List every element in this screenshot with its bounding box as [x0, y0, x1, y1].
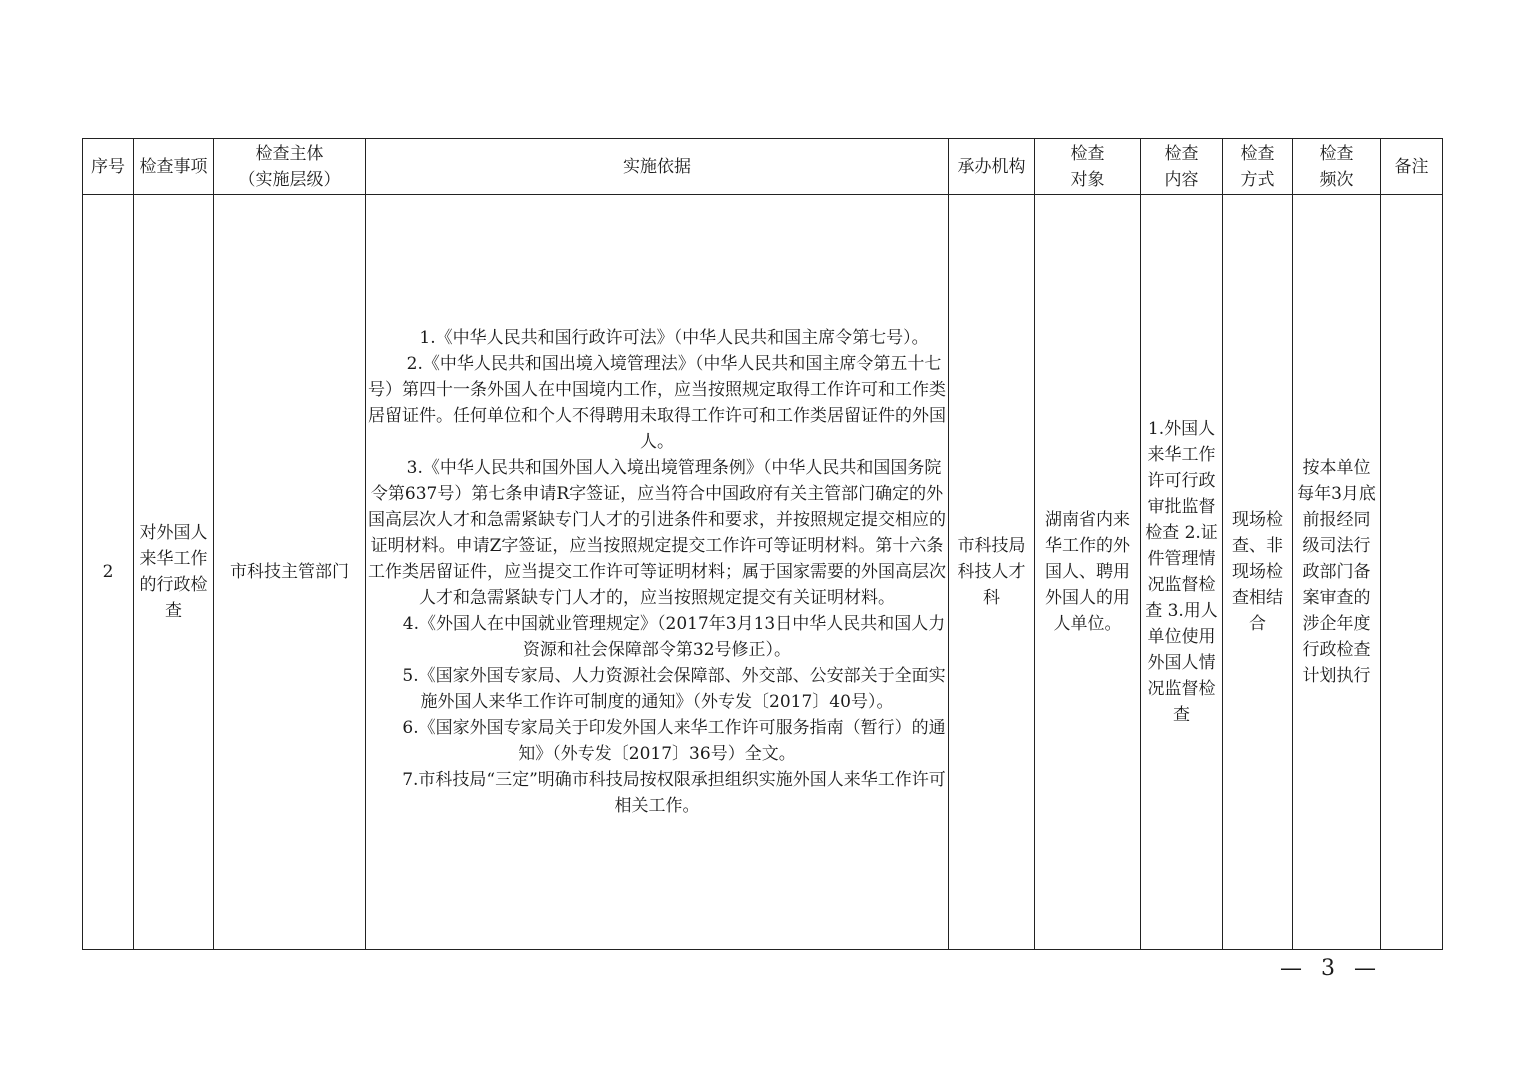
- cell-freq: [1293, 195, 1381, 950]
- basis-item-4: 4.《外国人在中国就业管理规定》（2017年3月13日中华人民共和国人力资源和社会保障部令第32号修正）。: [402, 614, 946, 660]
- cell-no: 2: [83, 195, 134, 950]
- basis-item-3: 3.《中华人民共和国外国人入境出境管理条例》（中华人民共和国国务院令第637号）第七条申请R字签证，应当符合中国政府有关主管部门确定的外国高层次人才和急需紧缺专门人才的引进条件和要求，并按照规定提交相应的证明材料。申请Z字签证，应当按照规定提交工作许可等证明材料。第十六条工作类居留证件，应当提交工作许可等证明材料；属于国家需要的外国高层次人才和急需紧缺专门人才的，应当按照规定提交有关证明材料。: [368, 458, 946, 608]
- cell-note: [1381, 195, 1443, 950]
- basis-item-7: 7.市科技局“三定”明确市科技局按权限承担组织实施外国人来华工作许可相关工作。: [402, 770, 946, 816]
- cell-content: [1141, 195, 1223, 950]
- header-content-line1: 检查: [1164, 143, 1199, 164]
- header-subject-line1: 检查主体: [255, 143, 324, 164]
- basis-item-2: 2.《中华人民共和国出境入境管理法》（中华人民共和国主席令第五十七号）第四十一条外国人在中国境内工作，应当按照规定取得工作许可和工作类居留证件。任何单位和个人不得聘用未取得工作许可和工作类居留证件的外国人。: [368, 354, 946, 452]
- cell-org: [949, 195, 1035, 950]
- header-content-line2: 内容: [1164, 169, 1199, 190]
- header-org: 承办机构: [949, 139, 1035, 195]
- header-target-line1: 检查: [1070, 143, 1105, 164]
- basis-item-6: 6.《国家外国专家局关于印发外国人来华工作许可服务指南（暂行）的通知》（外专发〔2017〕36号）全文。: [402, 718, 946, 764]
- cell-content-text: 1.外国人来华工作许可行政审批监督检查 2.证件管理情况监督检查 3.用人单位使用外国人情况监督检查: [1145, 419, 1218, 725]
- cell-method: [1223, 195, 1293, 950]
- inspection-table: [82, 138, 1443, 950]
- cell-org-text: 市科技局科技人才科: [957, 536, 1026, 608]
- cell-freq-text: 按本单位每年3月底前报经同级司法行政部门备案审查的涉企年度行政检查计划执行: [1297, 458, 1376, 686]
- header-basis: 实施依据: [366, 139, 949, 195]
- table-row: [83, 195, 1443, 950]
- header-item: 检查事项: [134, 139, 214, 195]
- cell-subject: [214, 195, 366, 950]
- header-no: 序号: [83, 139, 134, 195]
- header-note: 备注: [1381, 139, 1443, 195]
- header-subject-line2: （实施层级）: [238, 169, 341, 190]
- cell-basis: [366, 195, 949, 950]
- header-freq: [1293, 139, 1381, 195]
- header-subject: [214, 139, 366, 195]
- header-content: [1141, 139, 1223, 195]
- header-method: [1223, 139, 1293, 195]
- basis-item-5: 5.《国家外国专家局、人力资源社会保障部、外交部、公安部关于全面实施外国人来华工作许可制度的通知》（外专发〔2017〕40号）。: [402, 666, 946, 712]
- header-target-line2: 对象: [1070, 169, 1105, 190]
- cell-target: [1035, 195, 1141, 950]
- table-header-row: [83, 139, 1443, 195]
- header-freq-line1: 检查: [1319, 143, 1354, 164]
- cell-subject-text: 市科技主管部门: [230, 562, 349, 582]
- page-number: — 3 —: [1280, 956, 1382, 981]
- header-target: [1035, 139, 1141, 195]
- basis-item-1: 1.《中华人民共和国行政许可法》（中华人民共和国主席令第七号）。: [419, 328, 929, 348]
- cell-method-text: 现场检查、非现场检查相结合: [1232, 510, 1283, 634]
- header-freq-line2: 频次: [1319, 169, 1354, 190]
- cell-item: [134, 195, 214, 950]
- cell-item-text: 对外国人来华工作的行政检查: [139, 523, 208, 621]
- cell-target-text: 湖南省内来华工作的外国人、聘用外国人的用人单位。: [1045, 510, 1130, 634]
- header-method-line1: 检查: [1240, 143, 1275, 164]
- header-method-line2: 方式: [1240, 169, 1275, 190]
